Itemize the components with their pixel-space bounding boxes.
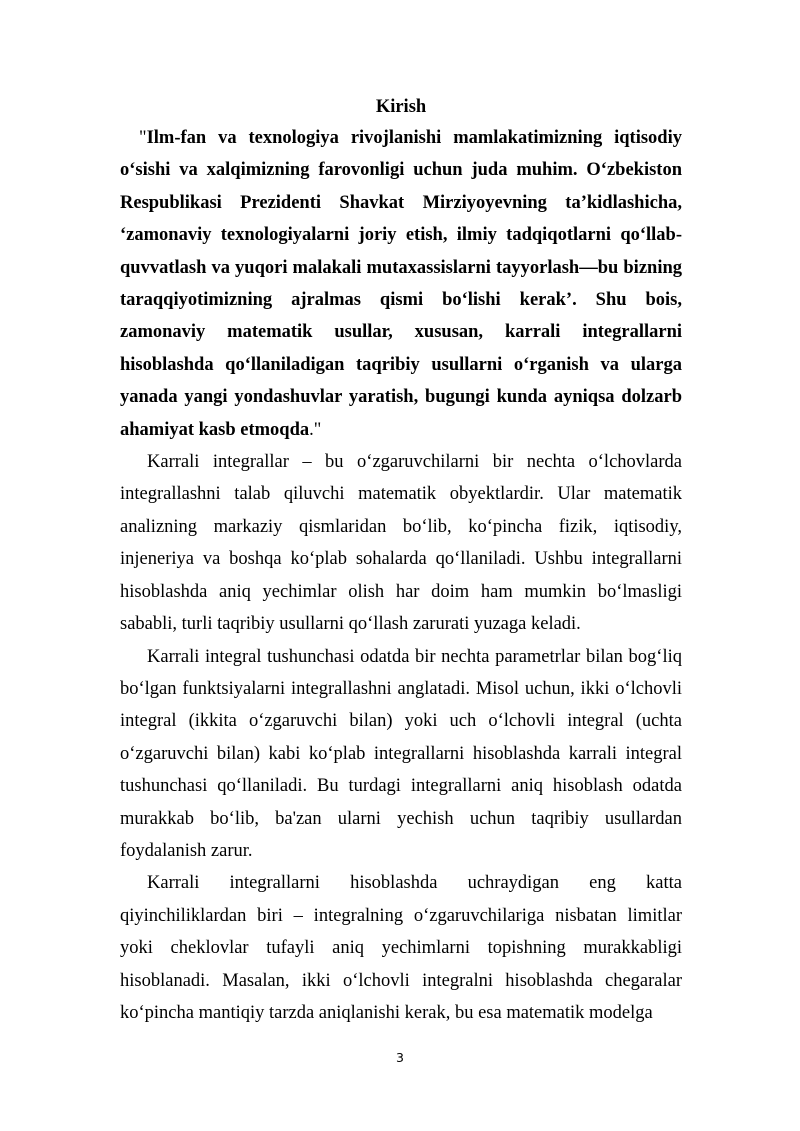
intro-quote-paragraph: [120, 122, 682, 446]
body-paragraph-3: Karrali integrallarni hisoblashda uchraydigan eng katta qiyinchiliklardan biri – integralning o‘zgaruvchilariga nisbatan limitlar yoki cheklovlar tufayli aniq yechimlarni topishning murakkabligi hisoblanadi. Masalan, ikki o‘lchovli integralni hisoblashda chegaralar ko‘pincha mantiqiy tarzda aniqlanishi kerak, bu esa matematik modelga: [120, 873, 682, 1023]
body-paragraph-1: Karrali integrallar – bu o‘zgaruvchilarni bir nechta o‘lchovlarda integrallashni talab qiluvchi matematik obyektlardir. Ular matematik analizning markaziy qismlaridan bo‘lib, ko‘pincha fizik, iqtisodiy, injeneriya va boshqa ko‘plab sohalarda qo‘llaniladi. Ushbu integrallarni hisoblashda aniq yechimlar olish har doim ham mumkin bo‘lmasligi sababli, turli taqribiy usullarni qo‘llash zarurati yuzaga keladi.: [120, 452, 682, 635]
close-quote-mark: .": [309, 419, 322, 440]
body-paragraph-2: Karrali integral tushunchasi odatda bir nechta parametrlar bilan bog‘liq bo‘lgan funktsiyalarni integrallashni anglatadi. Misol uchun, ikki o‘lchovli integral (ikkita o‘zgaruvchi bilan) yoki uch o‘lchovli integral (uchta o‘zgaruvchi bilan) kabi ko‘plab integrallarni hisoblashda karrali integral tushunchasi qo‘llaniladi. Bu turdagi integrallarni aniq hisoblash odatda murakkab bo‘lib, ba'zan ularni yechish uchun taqribiy usullardan foydalanish zarur.: [120, 646, 682, 861]
page-number: 3: [396, 1050, 404, 1065]
open-quote-mark: ": [139, 128, 147, 148]
section-heading: Kirish: [375, 97, 427, 117]
page-body: [120, 92, 682, 1029]
quote-bold-text: Ilm-fan va texnologiya rivojlanishi mamlakatimizning iqtisodiy o‘sishi va xalqimizning farovonligi uchun juda muhim. O‘zbekiston Respublikasi Prezidenti Shavkat Mirziyoyevning ta’kidlashicha, ‘zamonaviy texnologiyalarni joriy etish, ilmiy tadqiqotlarni qo‘llab-quvvatlash va yuqori malakali mutaxassislarni tayyorlash—bu bizning taraqqiyotimizning ajralmas qismi bo‘lishi kerak’. Shu bois, zamonaviy matematik usullar, xususan, karrali integrallarni hisoblashda qo‘llaniladigan taqribiy usullarni o‘rganish va ularga yanada yangi yondashuvlar yaratish, bugungi kunda ayniqsa dolzarb ahamiyat kasb etmoqda: [120, 128, 682, 440]
